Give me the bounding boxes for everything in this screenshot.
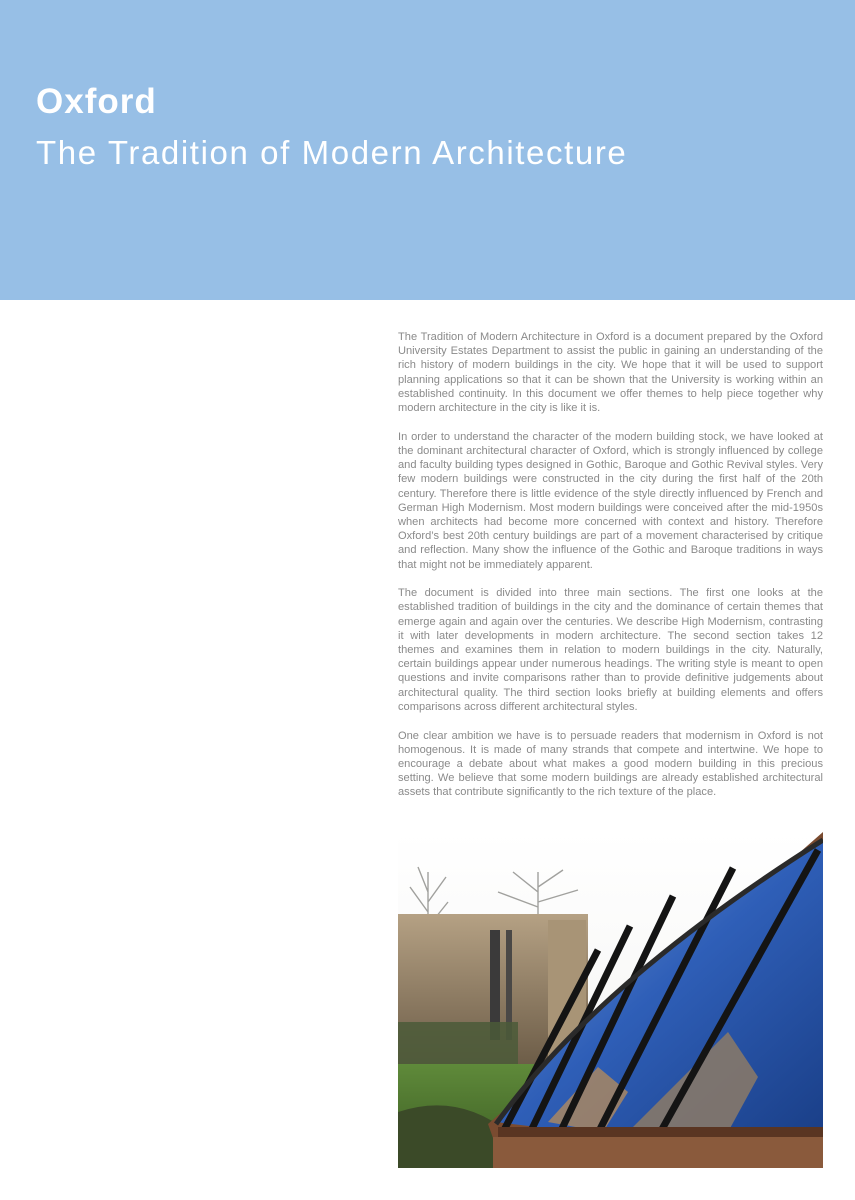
- page-title: Oxford: [36, 82, 157, 121]
- intro-paragraph-1: The Tradition of Modern Architecture in Oxford is a document prepared by the Oxford University Estates Department to assist the public in gaining an understanding of the rich history of modern buildings in the city. We hope that it will be used to support planning applications so that it can be shown that the University is working within an established continuity. In this document we offer themes to help piece together why modern architecture in the city is like it is.: [398, 331, 823, 415]
- intro-paragraph-3: The document is divided into three main sections. The first one looks at the established tradition of buildings in the city and the dominance of certain themes that emerge again and again over the centuries. We describe High Modernism, contrasting it with later developments in modern architecture. The second section takes 12 themes and examines them in relation to modern buildings in the city. Naturally, certain buildings appear under numerous headings. The writing style is meant to open questions and invite comparisons rather than to provide definitive judgements about architectural quality. The third section looks briefly at building elements and offers comparisons across different architectural styles.: [398, 587, 823, 713]
- intro-paragraph-2: In order to understand the character of the modern building stock, we have looked at the dominant architectural character of Oxford, which is strongly influenced by college and faculty building types designed in Gothic, Baroque and Gothic Revival styles. Very few modern buildings were constructed in the city during the first half of the 20th century. Therefore there is little evidence of the style directly influenced by French and German High Modernism. Most modern buildings were conceived after the mid-1950s when architects had become more concerned with context and history. Therefore Oxford’s best 20th century buildings are part of a movement characterised by critique and reflection. Many show the influence of the Gothic and Baroque traditions in ways that might not be immediately apparent.: [398, 430, 823, 571]
- intro-text: [398, 330, 823, 814]
- building-photo: [398, 832, 823, 1168]
- intro-paragraph-4: One clear ambition we have is to persuade readers that modernism in Oxford is not homogenous. It is made of many strands that compete and intertwine. We hope to encourage a debate about what makes a good modern building in this precious setting. We believe that some modern buildings are already established architectural assets that contribute significantly to the rich texture of the place.: [398, 729, 823, 799]
- page-subtitle: The Tradition of Modern Architecture: [36, 134, 628, 171]
- header-band: [0, 0, 855, 300]
- glass-roof-building-image: [398, 832, 823, 1168]
